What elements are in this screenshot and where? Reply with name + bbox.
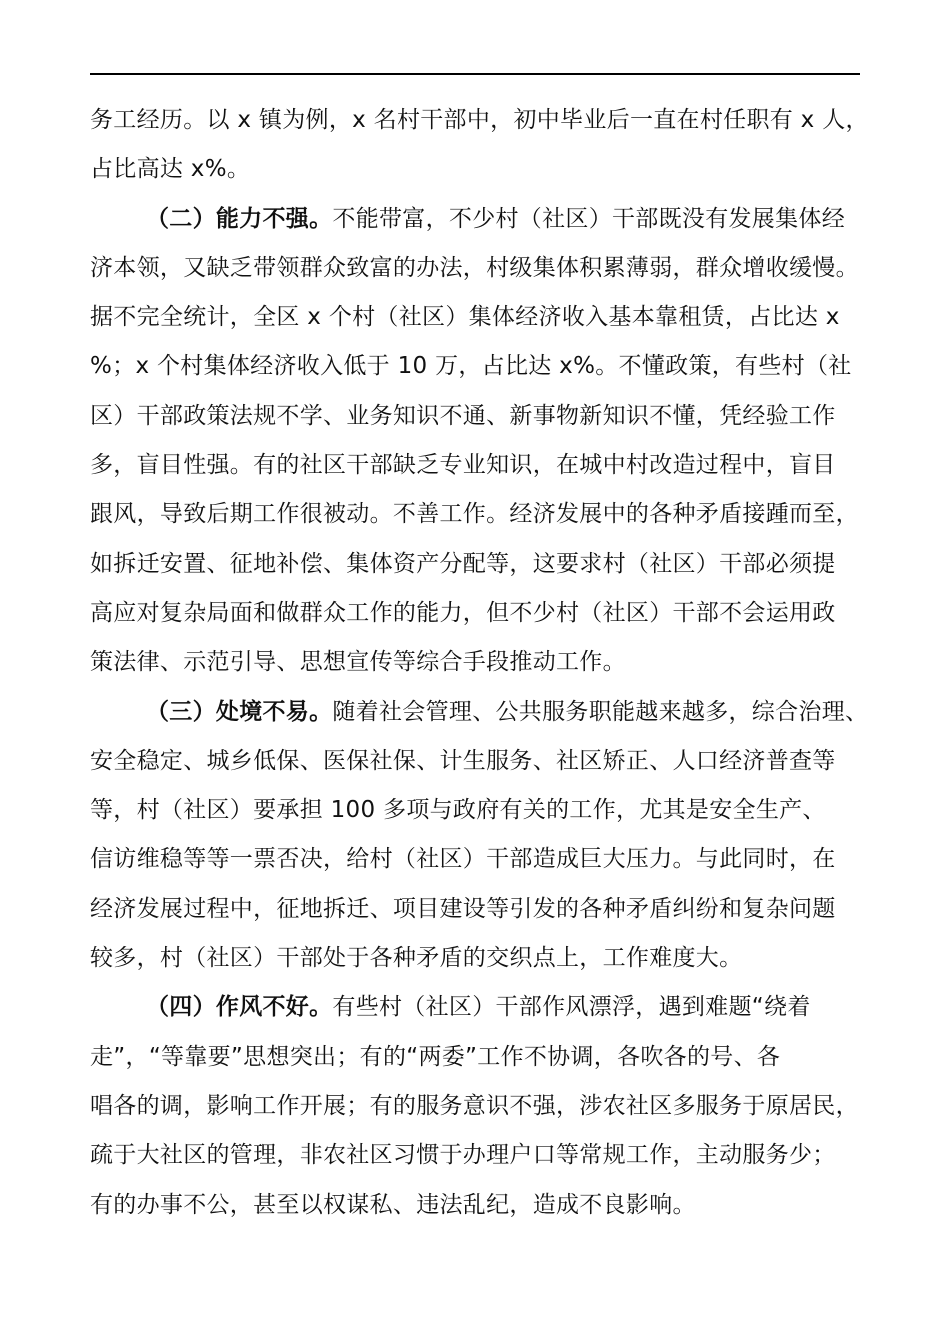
text-line: 较多，村（社区）干部处于各种矛盾的交织点上，工作难度大。 — [90, 945, 743, 972]
text-line: 多，盲目性强。有的社区干部缺乏专业知识，在城中村改造过程中，盲目 — [90, 452, 836, 479]
header-rule — [90, 73, 860, 75]
text-span: 有些村（社区）干部作风漂浮，遇到难题“绕着 — [332, 994, 811, 1021]
text-line — [90, 688, 870, 737]
text-line: 疏于大社区的管理，非农社区习惯于办理户口等常规工作，主动服务少； — [90, 1142, 836, 1169]
text-line: 占比高达 x%。 — [90, 156, 251, 183]
text-line: 走”，“等靠要”思想突出；有的“两委”工作不协调，各吹各的号、各 — [90, 1043, 781, 1070]
text-span: 不能带富，不少村（社区）干部既没有发展集体经 — [332, 205, 846, 232]
text-line: 唱各的调，影响工作开展；有的服务意识不强，涉农社区多服务于原居民， — [90, 1092, 859, 1119]
text-line: 务工经历。以 x 镇为例，x 名村干部中，初中毕业后一直在村任职有 x 人， — [90, 107, 869, 133]
text-line — [90, 195, 870, 244]
text-line — [90, 983, 870, 1032]
text-span: 随着社会管理、公共服务职能越来越多，综合治理、 — [332, 698, 869, 725]
section-heading: （四）作风不好。 — [146, 994, 333, 1021]
text-line: 区）干部政策法规不学、业务知识不通、新事物新知识不懂，凭经验工作 — [90, 402, 836, 429]
text-line: 跟风，导致后期工作很被动。不善工作。经济发展中的各种矛盾接踵而至， — [90, 501, 859, 528]
text-line: %；x 个村集体经济收入低于 10 万，占比达 x%。不懂政策，有些村（社 — [90, 353, 852, 380]
text-line: 等，村（社区）要承担 100 多项与政府有关的工作，尤其是安全生产、 — [90, 797, 826, 824]
text-line: 高应对复杂局面和做群众工作的能力，但不少村（社区）干部不会运用政 — [90, 599, 836, 626]
paragraph-ability — [90, 195, 870, 688]
section-heading: （三）处境不易。 — [146, 698, 333, 725]
text-line: 经济发展过程中，征地拆迁、项目建设等引发的各种矛盾纠纷和复杂问题 — [90, 895, 836, 922]
section-heading: （二）能力不强。 — [146, 205, 333, 232]
text-line: 据不完全统计，全区 x 个村（社区）集体经济收入基本靠租赁，占比达 x — [90, 304, 840, 331]
paragraph-style — [90, 983, 870, 1229]
document-body — [90, 96, 870, 1230]
text-line: 济本领，又缺乏带领群众致富的办法，村级集体积累薄弱，群众增收缓慢。 — [90, 254, 859, 281]
text-line: 安全稳定、城乡低保、医保社保、计生服务、社区矫正、人口经济普查等 — [90, 747, 836, 774]
text-line: 策法律、示范引导、思想宣传等综合手段推动工作。 — [90, 649, 626, 676]
paragraph-situation — [90, 688, 870, 984]
text-line: 信访维稳等等一票否决，给村（社区）干部造成巨大压力。与此同时，在 — [90, 846, 836, 873]
text-line: 如拆迁安置、征地补偿、集体资产分配等，这要求村（社区）干部必须提 — [90, 550, 836, 577]
paragraph-continuation — [90, 96, 870, 195]
text-line: 有的办事不公，甚至以权谋私、违法乱纪，造成不良影响。 — [90, 1191, 696, 1218]
